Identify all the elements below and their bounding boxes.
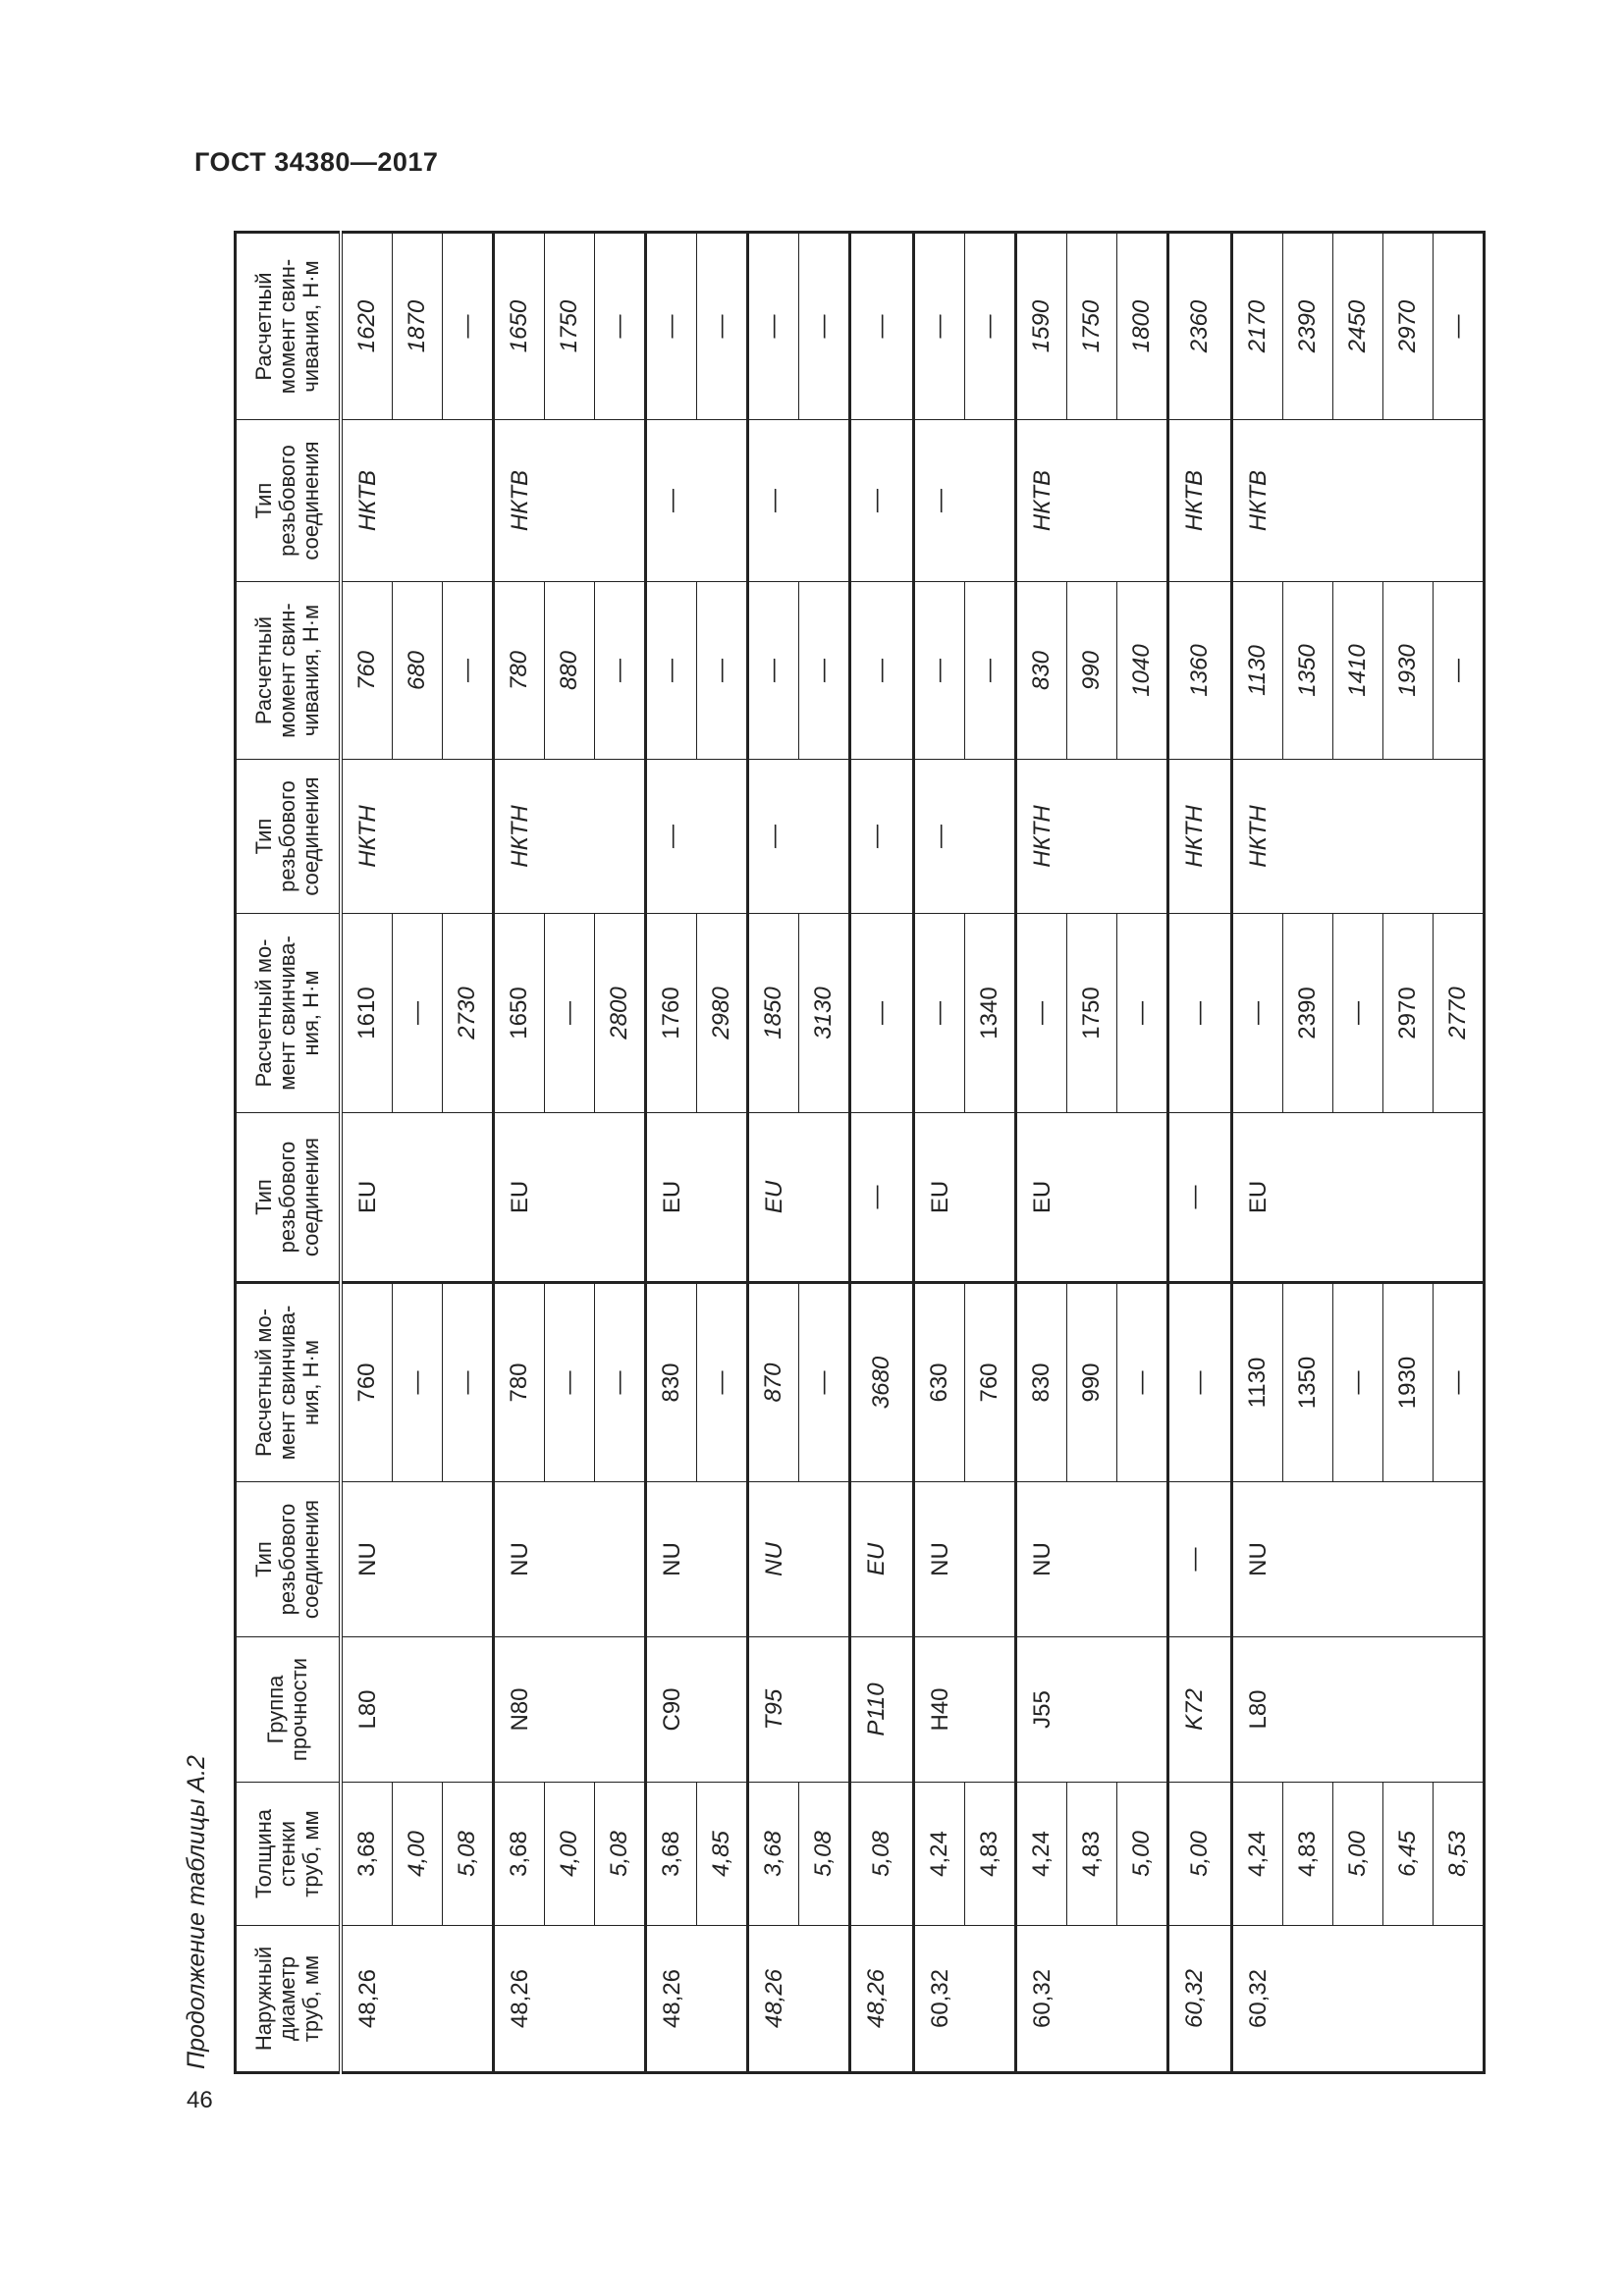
column-header: Тип резьбового соединения — [236, 760, 342, 914]
column-header: Тип резьбового соединения — [236, 1113, 342, 1283]
wall-thickness-cell: 5,00 — [1333, 1783, 1383, 1926]
torque-nktb-cell: — — [914, 233, 965, 420]
thread-type-nktb-cell: — — [646, 420, 748, 582]
thread-type-eu-cell: EU — [494, 1113, 646, 1283]
thread-type-eu-cell: EU — [748, 1113, 850, 1283]
table-row — [748, 233, 799, 2073]
table-row — [646, 233, 697, 2073]
torque-nktn-cell: 990 — [1067, 582, 1117, 760]
torque-nktb-cell: 1800 — [1117, 233, 1168, 420]
outer-diameter-cell: 60,32 — [1016, 1926, 1168, 2073]
document-header: ГОСТ 34380—2017 — [194, 147, 439, 177]
torque-nktn-cell: 830 — [1016, 582, 1067, 760]
column-header: Расчетный момент свин- чивания, Н·м — [236, 233, 342, 420]
table-row — [1168, 233, 1232, 2073]
torque-eu-cell: — — [545, 914, 595, 1113]
torque-nktb-cell: 1590 — [1016, 233, 1067, 420]
wall-thickness-cell: 5,08 — [799, 1783, 850, 1926]
torque-nktn-cell: 780 — [494, 582, 545, 760]
torque-nktn-cell: 1360 — [1168, 582, 1232, 760]
torque-eu-cell: 2980 — [697, 914, 748, 1113]
torque-eu-cell: — — [850, 914, 914, 1113]
thread-type-nu-cell: NU — [341, 1482, 494, 1637]
torque-nktb-cell: — — [646, 233, 697, 420]
torque-nu-cell: — — [1434, 1283, 1485, 1482]
torque-nu-cell: 1130 — [1232, 1283, 1283, 1482]
wall-thickness-cell: 6,45 — [1383, 1783, 1434, 1926]
torque-eu-cell: — — [1168, 914, 1232, 1113]
torque-nu-cell: — — [799, 1283, 850, 1482]
torque-table — [234, 231, 1486, 2074]
torque-nktn-cell: 1130 — [1232, 582, 1283, 760]
wall-thickness-cell: 5,00 — [1168, 1783, 1232, 1926]
torque-nktn-cell: 1350 — [1283, 582, 1333, 760]
strength-grade-cell: T95 — [748, 1637, 850, 1783]
wall-thickness-cell: 3,68 — [341, 1783, 393, 1926]
wall-thickness-cell: 4,83 — [1067, 1783, 1117, 1926]
column-header: Наружный диаметр труб, мм — [236, 1926, 342, 2073]
thread-type-eu-cell: EU — [646, 1113, 748, 1283]
torque-nktn-cell: — — [595, 582, 646, 760]
torque-nktb-cell: 1750 — [1067, 233, 1117, 420]
torque-eu-cell: — — [1333, 914, 1383, 1113]
thread-type-eu-cell: EU — [1232, 1113, 1485, 1283]
wall-thickness-cell: 4,24 — [914, 1783, 965, 1926]
thread-type-nktb-cell: — — [914, 420, 1016, 582]
torque-nu-cell: — — [545, 1283, 595, 1482]
torque-nktn-cell: — — [443, 582, 494, 760]
torque-nktb-cell: 2970 — [1383, 233, 1434, 420]
torque-eu-cell: 2970 — [1383, 914, 1434, 1113]
strength-grade-cell: L80 — [1232, 1637, 1485, 1783]
wall-thickness-cell: 5,08 — [850, 1783, 914, 1926]
outer-diameter-cell: 48,26 — [850, 1926, 914, 2073]
torque-nktn-cell: 680 — [393, 582, 443, 760]
torque-nu-cell: — — [443, 1283, 494, 1482]
thread-type-nu-cell: NU — [1016, 1482, 1168, 1637]
column-header: Расчетный мо- мент свинчива- ния, Н·м — [236, 1283, 342, 1482]
thread-type-nktn-cell: — — [850, 760, 914, 914]
torque-nu-cell: 3680 — [850, 1283, 914, 1482]
torque-eu-cell: 2800 — [595, 914, 646, 1113]
thread-type-nu-cell: NU — [748, 1482, 850, 1637]
wall-thickness-cell: 4,85 — [697, 1783, 748, 1926]
torque-eu-cell: 1750 — [1067, 914, 1117, 1113]
thread-type-nktb-cell: — — [850, 420, 914, 582]
torque-nktb-cell: — — [443, 233, 494, 420]
torque-nu-cell: 870 — [748, 1283, 799, 1482]
torque-nktn-cell: — — [697, 582, 748, 760]
wall-thickness-cell: 4,24 — [1016, 1783, 1067, 1926]
torque-nu-cell: — — [595, 1283, 646, 1482]
header-row — [236, 233, 342, 2073]
wall-thickness-cell: 3,68 — [494, 1783, 545, 1926]
torque-nktb-cell: 2390 — [1283, 233, 1333, 420]
wall-thickness-cell: 4,83 — [965, 1783, 1016, 1926]
torque-nktb-cell: — — [595, 233, 646, 420]
torque-eu-cell: 1760 — [646, 914, 697, 1113]
strength-grade-cell: N80 — [494, 1637, 646, 1783]
thread-type-nktn-cell: НКТН — [341, 760, 494, 914]
torque-nktn-cell: — — [914, 582, 965, 760]
torque-nktb-cell: — — [850, 233, 914, 420]
torque-nu-cell: — — [393, 1283, 443, 1482]
column-header: Расчетный момент свин- чивания, Н·м — [236, 582, 342, 760]
outer-diameter-cell: 60,32 — [1168, 1926, 1232, 2073]
thread-type-nktb-cell: НКТВ — [1016, 420, 1168, 582]
thread-type-nu-cell: — — [1168, 1482, 1232, 1637]
wall-thickness-cell: 4,83 — [1283, 1783, 1333, 1926]
thread-type-nktb-cell: — — [748, 420, 850, 582]
outer-diameter-cell: 48,26 — [341, 1926, 494, 2073]
torque-eu-cell: 1650 — [494, 914, 545, 1113]
wall-thickness-cell: 5,08 — [443, 1783, 494, 1926]
torque-nktb-cell: — — [799, 233, 850, 420]
torque-eu-cell: 1610 — [341, 914, 393, 1113]
thread-type-nktn-cell: НКТН — [1016, 760, 1168, 914]
strength-grade-cell: L80 — [341, 1637, 494, 1783]
torque-eu-cell: — — [393, 914, 443, 1113]
torque-nktb-cell: — — [965, 233, 1016, 420]
column-header: Группа прочности — [236, 1637, 342, 1783]
outer-diameter-cell: 48,26 — [748, 1926, 850, 2073]
table-row — [1232, 233, 1283, 2073]
torque-nktb-cell: 1750 — [545, 233, 595, 420]
thread-type-nktn-cell: НКТН — [1168, 760, 1232, 914]
torque-nu-cell: 760 — [965, 1283, 1016, 1482]
wall-thickness-cell: 5,00 — [1117, 1783, 1168, 1926]
column-header: Толщина стенки труб, мм — [236, 1783, 342, 1926]
torque-nktb-cell: — — [748, 233, 799, 420]
torque-table-container — [234, 234, 1471, 2074]
torque-nu-cell: — — [1117, 1283, 1168, 1482]
torque-nu-cell: — — [1333, 1283, 1383, 1482]
torque-nktb-cell: 1620 — [341, 233, 393, 420]
column-header: Тип резьбового соединения — [236, 420, 342, 582]
torque-nu-cell: 630 — [914, 1283, 965, 1482]
outer-diameter-cell: 60,32 — [914, 1926, 1016, 2073]
torque-nktn-cell: — — [646, 582, 697, 760]
strength-grade-cell: H40 — [914, 1637, 1016, 1783]
torque-nktn-cell: 1040 — [1117, 582, 1168, 760]
torque-nktn-cell: — — [799, 582, 850, 760]
torque-eu-cell: 2390 — [1283, 914, 1333, 1113]
torque-nu-cell: 780 — [494, 1283, 545, 1482]
wall-thickness-cell: 4,00 — [393, 1783, 443, 1926]
thread-type-nktb-cell: НКТВ — [341, 420, 494, 582]
torque-nktn-cell: 1930 — [1383, 582, 1434, 760]
thread-type-eu-cell: — — [1168, 1113, 1232, 1283]
torque-eu-cell: 3130 — [799, 914, 850, 1113]
torque-nktb-cell: 2450 — [1333, 233, 1383, 420]
thread-type-nktn-cell: — — [748, 760, 850, 914]
torque-nktb-cell: — — [697, 233, 748, 420]
torque-nktn-cell: — — [748, 582, 799, 760]
thread-type-nktb-cell: НКТВ — [494, 420, 646, 582]
table-caption: Продолжение таблицы А.2 — [183, 1755, 210, 2069]
thread-type-eu-cell: EU — [341, 1113, 494, 1283]
thread-type-nktn-cell: НКТН — [494, 760, 646, 914]
torque-eu-cell: — — [1016, 914, 1067, 1113]
strength-grade-cell: J55 — [1016, 1637, 1168, 1783]
thread-type-nktn-cell: НКТН — [1232, 760, 1485, 914]
torque-eu-cell: — — [1117, 914, 1168, 1113]
wall-thickness-cell: 8,53 — [1434, 1783, 1485, 1926]
torque-nu-cell: 760 — [341, 1283, 393, 1482]
torque-nktb-cell: 2360 — [1168, 233, 1232, 420]
torque-nktn-cell: — — [1434, 582, 1485, 760]
page-number: 46 — [187, 2087, 213, 2113]
wall-thickness-cell: 3,68 — [646, 1783, 697, 1926]
torque-eu-cell: 1850 — [748, 914, 799, 1113]
table-row — [341, 233, 393, 2073]
torque-nu-cell: 990 — [1067, 1283, 1117, 1482]
torque-nktn-cell: 760 — [341, 582, 393, 760]
torque-nktb-cell: 1870 — [393, 233, 443, 420]
column-header: Расчетный мо- мент свинчива- ния, Н·м — [236, 914, 342, 1113]
strength-grade-cell: C90 — [646, 1637, 748, 1783]
table-row — [494, 233, 545, 2073]
thread-type-nu-cell: NU — [1232, 1482, 1485, 1637]
torque-eu-cell: — — [914, 914, 965, 1113]
thread-type-nktb-cell: НКТВ — [1232, 420, 1485, 582]
torque-eu-cell: 2730 — [443, 914, 494, 1113]
wall-thickness-cell: 3,68 — [748, 1783, 799, 1926]
torque-nktb-cell: 1650 — [494, 233, 545, 420]
torque-nktn-cell: — — [850, 582, 914, 760]
torque-nktn-cell: 880 — [545, 582, 595, 760]
torque-nu-cell: 830 — [646, 1283, 697, 1482]
wall-thickness-cell: 4,24 — [1232, 1783, 1283, 1926]
torque-nu-cell: 1350 — [1283, 1283, 1333, 1482]
torque-eu-cell: — — [1232, 914, 1283, 1113]
wall-thickness-cell: 5,08 — [595, 1783, 646, 1926]
thread-type-nktb-cell: НКТВ — [1168, 420, 1232, 582]
thread-type-eu-cell: EU — [914, 1113, 1016, 1283]
thread-type-nu-cell: NU — [646, 1482, 748, 1637]
strength-grade-cell: P110 — [850, 1637, 914, 1783]
wall-thickness-cell: 4,00 — [545, 1783, 595, 1926]
outer-diameter-cell: 60,32 — [1232, 1926, 1485, 2073]
thread-type-nktn-cell: — — [646, 760, 748, 914]
torque-nu-cell: — — [697, 1283, 748, 1482]
table-body — [341, 233, 1485, 2073]
torque-nu-cell: 1930 — [1383, 1283, 1434, 1482]
column-header: Тип резьбового соединения — [236, 1482, 342, 1637]
outer-diameter-cell: 48,26 — [494, 1926, 646, 2073]
strength-grade-cell: K72 — [1168, 1637, 1232, 1783]
torque-nktn-cell: 1410 — [1333, 582, 1383, 760]
thread-type-nktn-cell: — — [914, 760, 1016, 914]
table-row — [850, 233, 914, 2073]
torque-eu-cell: 2770 — [1434, 914, 1485, 1113]
thread-type-nu-cell: NU — [494, 1482, 646, 1637]
torque-nu-cell: — — [1168, 1283, 1232, 1482]
table-row — [1016, 233, 1067, 2073]
thread-type-eu-cell: EU — [1016, 1113, 1168, 1283]
thread-type-nu-cell: NU — [914, 1482, 1016, 1637]
torque-nktn-cell: — — [965, 582, 1016, 760]
torque-nktb-cell: 2170 — [1232, 233, 1283, 420]
torque-eu-cell: 1340 — [965, 914, 1016, 1113]
thread-type-eu-cell: — — [850, 1113, 914, 1283]
table-row — [914, 233, 965, 2073]
outer-diameter-cell: 48,26 — [646, 1926, 748, 2073]
thread-type-nu-cell: EU — [850, 1482, 914, 1637]
torque-nktb-cell: — — [1434, 233, 1485, 420]
torque-nu-cell: 830 — [1016, 1283, 1067, 1482]
